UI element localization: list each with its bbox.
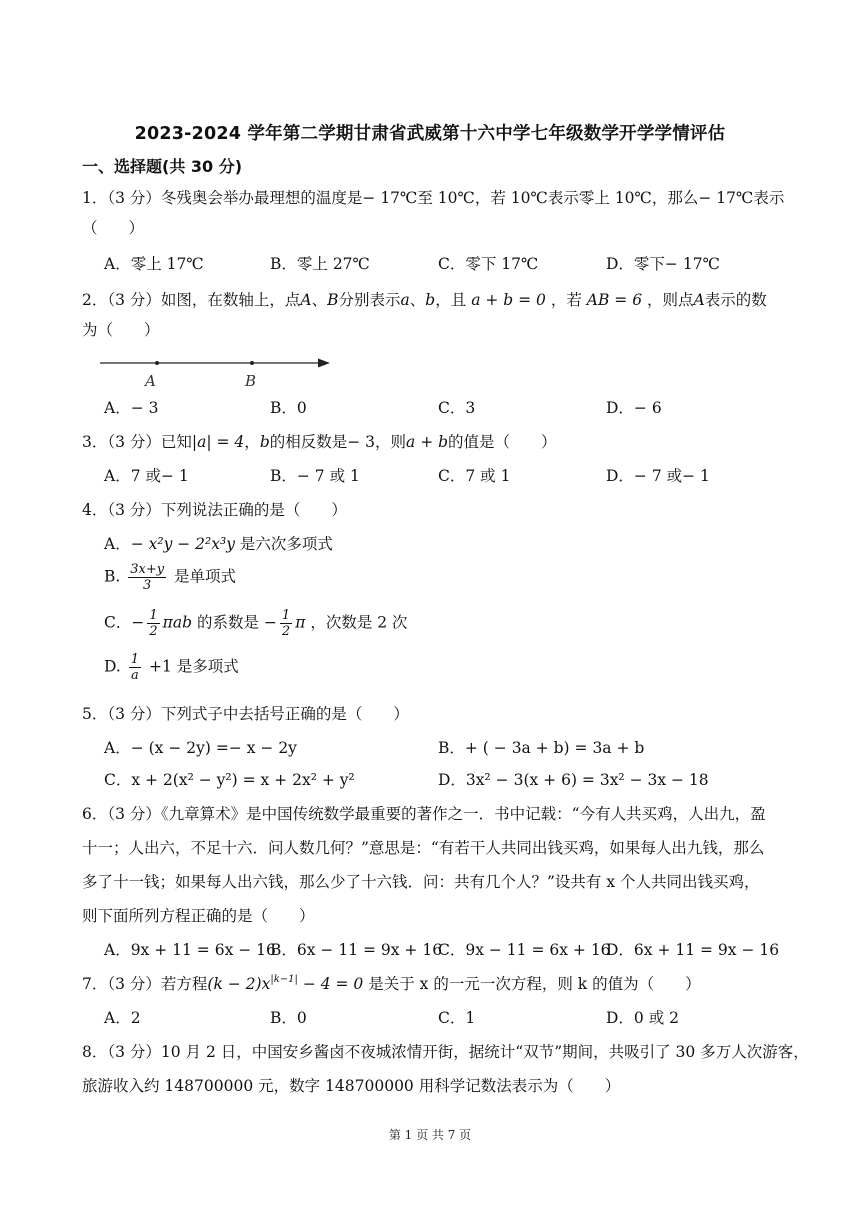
arrow-icon bbox=[318, 359, 330, 368]
q3-sum-expr: a + b bbox=[406, 433, 449, 451]
question-5-stem: 5．（3 分）下列式子中去括号正确的是（ ） bbox=[82, 705, 409, 723]
point-a-label: A bbox=[145, 372, 156, 390]
question-1-option-d: D．零下− 17℃ bbox=[606, 255, 720, 273]
q3-text: ， bbox=[244, 433, 260, 451]
question-4-option-d bbox=[104, 652, 239, 683]
q4-a-text: 是六次多项式 bbox=[239, 535, 333, 553]
q2-text: 分别表示 bbox=[338, 291, 401, 309]
page-title: 2023-2024 学年第二学期甘肃省武威第十六中学七年级数学开学学情评估 bbox=[134, 124, 726, 144]
q2-text: ，则点 bbox=[647, 291, 694, 309]
question-6-line-4: 则下面所列方程正确的是（ ） bbox=[82, 907, 315, 925]
q4-c-fraction-2 bbox=[280, 608, 292, 639]
q2-point-a: A bbox=[693, 291, 705, 309]
question-6-option-d: D．6x + 11 = 9x − 16 bbox=[606, 941, 780, 959]
minus-sign: − bbox=[263, 613, 277, 632]
question-2-option-b: B．0 bbox=[270, 399, 307, 417]
question-8-line-2: 旅游收入约 148700000 元，数字 148700000 用科学记数法表示为（ ） bbox=[82, 1077, 621, 1095]
question-4-option-b bbox=[104, 562, 236, 593]
question-1-stem: 1．（3 分）冬残奥会举办最理想的温度是− 17℃至 10℃，若 10℃表示零上 10℃，那么− 17℃表示 bbox=[82, 189, 785, 207]
page-footer: 第 1 页 共 7 页 bbox=[388, 1128, 472, 1142]
question-3-option-a: A．7 或− 1 bbox=[104, 467, 189, 485]
q4-c-fraction bbox=[147, 608, 159, 639]
fraction-numerator: 1 bbox=[281, 608, 291, 623]
question-6-line-2: 十一；人出六，不足十六．问人数几何？”意思是：“有若干人共同出钱买鸡，如果每人出九钱，那么 bbox=[82, 839, 765, 857]
q4-b-fraction bbox=[128, 562, 166, 593]
q3-text: 的值是（ ） bbox=[448, 433, 557, 451]
q2-text: ，若 bbox=[550, 291, 582, 309]
question-5-option-c: C．x + 2(x² − y²) = x + 2x² + y² bbox=[104, 771, 355, 789]
q3-text: 的相反数是− 3，则 bbox=[269, 433, 407, 451]
q2-var-b: b bbox=[425, 291, 436, 309]
question-7-option-b: B．0 bbox=[270, 1009, 307, 1027]
question-8-line-1: 8．（3 分）10 月 2 日，中国安乡酱卤不夜城浓情开街，据统计“双节”期间，共吸引了 30 多万人次游客， bbox=[82, 1043, 809, 1061]
q3-var-b: b bbox=[259, 433, 270, 451]
question-1-option-a: A．零上 17℃ bbox=[104, 255, 204, 273]
question-1-paren: （ ） bbox=[82, 219, 145, 237]
q2-equation: a + b = 0 bbox=[471, 291, 546, 309]
question-2-option-c: C．3 bbox=[438, 399, 476, 417]
question-5-option-d: D．3x² − 3(x + 6) = 3x² − 3x − 18 bbox=[438, 771, 709, 789]
question-6-line-1: 6．（3 分）《九章算术》是中国传统数学最重要的著作之一．书中记载：“今有人共买鸡，人出九，盈 bbox=[82, 805, 766, 823]
question-7-option-d: D．0 或 2 bbox=[606, 1009, 680, 1027]
q2-var-a: a bbox=[400, 291, 410, 309]
point-b-label: B bbox=[245, 372, 257, 390]
q2-text: 2．（3 分）如图，在数轴上，点 bbox=[82, 291, 301, 309]
minus-sign: − bbox=[131, 613, 145, 632]
question-6-line-3: 多了十一钱；如果每人出六钱，那么少了十六钱．问：共有几个人？”设共有 x 个人共同出钱买鸡， bbox=[82, 873, 760, 891]
point-b-dot bbox=[250, 361, 254, 365]
option-label: D. bbox=[104, 657, 121, 676]
fraction-numerator: 3x+y bbox=[130, 562, 165, 577]
option-label: A． bbox=[104, 535, 131, 553]
q7-equation-tail: − 4 = 0 bbox=[297, 975, 364, 993]
fraction-numerator: 1 bbox=[149, 608, 158, 623]
question-6-option-b: B．6x − 11 = 9x + 16 bbox=[270, 941, 443, 959]
question-1-option-b: B．零上 27℃ bbox=[270, 255, 370, 273]
q2-text: 表示的数 bbox=[704, 291, 767, 309]
fraction-numerator: 1 bbox=[130, 652, 140, 667]
question-3-option-c: C．7 或 1 bbox=[438, 467, 511, 485]
q3-abs-expr: |a| = 4 bbox=[191, 433, 245, 451]
q4-c-text: 的系数是 bbox=[196, 613, 259, 632]
q3-text: 3．（3 分）已知 bbox=[82, 433, 192, 451]
fraction-denominator: 2 bbox=[281, 624, 291, 639]
question-7-option-a: A．2 bbox=[104, 1009, 141, 1027]
question-4-option-c bbox=[104, 608, 408, 639]
question-2-stem-cont: 为（ ） bbox=[82, 321, 160, 339]
question-6-option-a: A．9x + 11 = 6x − 16 bbox=[104, 941, 276, 959]
question-4-option-a bbox=[104, 532, 333, 554]
question-2-option-d: D．− 6 bbox=[606, 399, 662, 417]
question-2-option-a: A．− 3 bbox=[104, 399, 159, 417]
question-3-stem bbox=[82, 430, 557, 452]
q4-b-text: 是单项式 bbox=[174, 567, 237, 586]
section-heading: 一、选择题(共 30 分) bbox=[82, 157, 243, 176]
q4-a-expr: − x²y − 2²x³y bbox=[130, 535, 235, 553]
q4-d-text: +1 是多项式 bbox=[148, 657, 239, 676]
q7-exponent: |k−1| bbox=[270, 974, 298, 985]
number-line-svg bbox=[100, 350, 340, 390]
q4-c-text-2: ，次数是 2 次 bbox=[310, 613, 408, 632]
q2-text: 、 bbox=[409, 291, 426, 309]
number-line-figure bbox=[100, 350, 340, 394]
option-label: B. bbox=[104, 567, 121, 586]
q7-text: 是关于 x 的一元一次方程，则 k 的值为（ ） bbox=[368, 975, 701, 993]
q7-text: 7．（3 分）若方程 bbox=[82, 975, 208, 993]
question-4-stem: 4．（3 分）下列说法正确的是（ ） bbox=[82, 501, 347, 519]
question-6-option-c: C．9x − 11 = 6x + 16 bbox=[438, 941, 611, 959]
question-3-option-d: D．− 7 或− 1 bbox=[606, 467, 710, 485]
question-5-option-a: A．− (x − 2y) =− x − 2y bbox=[104, 739, 297, 757]
fraction-denominator: a bbox=[131, 668, 139, 683]
q2-point-a: A bbox=[300, 291, 312, 309]
option-label: C． bbox=[104, 613, 132, 632]
q2-point-b: B bbox=[327, 291, 339, 309]
q2-text: 、 bbox=[311, 291, 328, 309]
fraction-denominator: 2 bbox=[149, 624, 158, 639]
question-7-stem bbox=[82, 972, 701, 994]
point-a-dot bbox=[155, 361, 159, 365]
question-3-option-b: B．− 7 或 1 bbox=[270, 467, 360, 485]
q2-text: ，且 bbox=[435, 291, 467, 309]
fraction-denominator: 3 bbox=[143, 578, 152, 593]
question-2-stem bbox=[82, 288, 767, 310]
q2-equation: AB = 6 bbox=[586, 291, 643, 309]
question-7-option-c: C．1 bbox=[438, 1009, 476, 1027]
q4-c-var: πab bbox=[162, 613, 193, 632]
question-5-option-b: B．+ ( − 3a + b) = 3a + b bbox=[438, 739, 645, 757]
q4-c-var-2: π bbox=[295, 613, 306, 632]
q4-d-fraction bbox=[129, 652, 141, 683]
question-1-option-c: C．零下 17℃ bbox=[438, 255, 539, 273]
q7-equation: (k − 2)x bbox=[207, 975, 271, 993]
